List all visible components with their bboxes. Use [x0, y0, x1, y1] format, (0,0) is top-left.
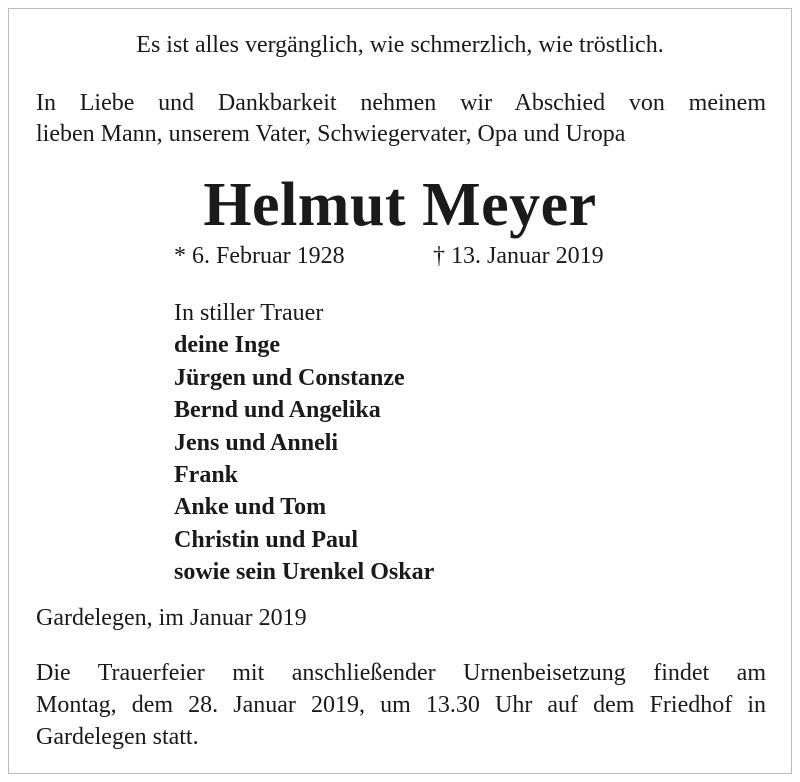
mourner-name: sowie sein Urenkel Oskar	[174, 559, 435, 586]
deceased-name: Helmut Meyer	[203, 171, 597, 239]
intro-line-1: In Liebe und Dankbarkeit nehmen wir Abschied von meinem	[36, 90, 766, 116]
ceremony-line-3: Gardelegen statt.	[36, 724, 199, 750]
ceremony-line-1: Die Trauerfeier mit anschließender Urnenbeisetzung findet am	[36, 660, 766, 686]
mourners-list	[174, 297, 674, 589]
mourners-heading: In stiller Trauer	[174, 300, 324, 326]
mourner-name: Anke und Tom	[174, 494, 327, 521]
motto-text: Es ist alles vergänglich, wie schmerzlich, wie tröstlich.	[136, 32, 664, 58]
death-date: † 13. Januar 2019	[433, 243, 604, 269]
intro-paragraph	[36, 88, 766, 150]
mourner-name: deine Inge	[174, 332, 281, 359]
place-and-date: Gardelegen, im Januar 2019	[36, 605, 307, 631]
mourner-name: Frank	[174, 462, 239, 489]
mourner-name: Christin und Paul	[174, 526, 359, 553]
intro-line-2: lieben Mann, unserem Vater, Schwiegervater, Opa und Uropa	[36, 121, 626, 147]
mourner-name: Jürgen und Constanze	[174, 364, 405, 391]
birth-date: * 6. Februar 1928	[174, 243, 345, 269]
ceremony-notice	[36, 657, 766, 753]
mourner-name: Jens und Anneli	[174, 429, 339, 456]
mourner-name: Bernd und Angelika	[174, 397, 381, 424]
ceremony-line-2: Montag, dem 28. Januar 2019, um 13.30 Uhr auf dem Friedhof in	[36, 692, 766, 718]
